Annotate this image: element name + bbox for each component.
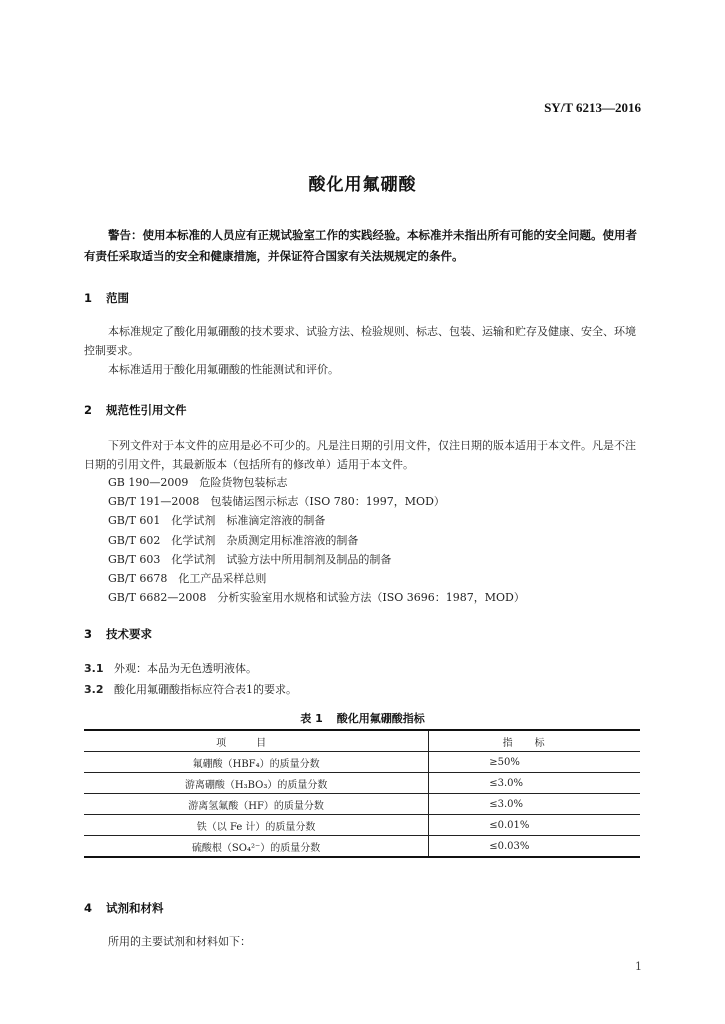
item-cell: 游离氢氟酸（HF）的质量分数 xyxy=(84,794,429,815)
section-4-heading xyxy=(84,900,164,916)
section-2-heading xyxy=(84,402,187,418)
table-title: 酸化用氟硼酸指标 xyxy=(336,712,425,725)
section-number: 3 xyxy=(84,627,93,641)
table-caption xyxy=(0,710,725,726)
section-1-heading xyxy=(84,290,129,306)
item-cell: 氟硼酸（HBF₄）的质量分数 xyxy=(84,752,429,773)
standard-code: SY/T 6213—2016 xyxy=(544,100,641,115)
spec-cell: ≤3.0% xyxy=(429,773,640,794)
clause-3-2 xyxy=(84,681,297,697)
specification-table xyxy=(84,729,640,858)
section-number: 1 xyxy=(84,291,93,305)
spec-cell: ≤0.03% xyxy=(429,836,640,858)
section-title: 试剂和材料 xyxy=(106,901,164,915)
header-item: 项目 xyxy=(84,730,429,752)
warning-paragraph: 警告：使用本标准的人员应有正规试验室工作的实践经验。本标准并未指出所有可能的安全问题。使用者有责任采取适当的安全和健康措施，并保证符合国家有关法规规定的条件。 xyxy=(84,228,637,263)
spec-cell: ≤0.01% xyxy=(429,815,640,836)
section-number: 2 xyxy=(84,403,93,417)
spec-cell: ≥50% xyxy=(429,752,640,773)
document-title: 酸化用氟硼酸 xyxy=(308,175,417,195)
table-row xyxy=(84,794,640,815)
clause-text: 酸化用氟硼酸指标应符合表1的要求。 xyxy=(114,683,297,696)
table-row xyxy=(84,773,640,794)
section-title: 技术要求 xyxy=(106,627,152,641)
materials-intro: 所用的主要试剂和材料如下： xyxy=(108,935,251,948)
item-cell: 铁（以 Fe 计）的质量分数 xyxy=(84,815,429,836)
section-title: 范围 xyxy=(106,291,129,305)
reference-item: GB/T 603 化学试剂 试验方法中所用制剂及制品的制备 xyxy=(108,552,392,566)
reference-item: GB/T 6682—2008 分析实验室用水规格和试验方法（ISO 3696：1987，MOD） xyxy=(108,591,525,605)
table-row xyxy=(84,752,640,773)
scope-paragraph-2: 本标准适用于酸化用氟硼酸的性能测试和评价。 xyxy=(108,363,339,376)
clause-number: 3.1 xyxy=(84,662,104,675)
section-number: 4 xyxy=(84,901,93,915)
table-number: 表 1 xyxy=(300,712,323,725)
reference-item: GB/T 6678 化工产品采样总则 xyxy=(108,572,267,586)
references-intro: 下列文件对于本文件的应用是必不可少的。凡是注日期的引用文件，仅注日期的版本适用于本文件。凡是不注日期的引用文件，其最新版本（包括所有的修改单）适用于本文件。 xyxy=(84,439,636,471)
table-row xyxy=(84,836,640,858)
clause-text: 外观：本品为无色透明液体。 xyxy=(114,662,257,675)
reference-item: GB/T 601 化学试剂 标准滴定溶液的制备 xyxy=(108,514,326,528)
reference-item: GB/T 191—2008 包装储运图示标志（ISO 780：1997，MOD） xyxy=(108,495,445,509)
section-3-heading xyxy=(84,626,152,642)
scope-paragraph-1: 本标准规定了酸化用氟硼酸的技术要求、试验方法、检验规则、标志、包装、运输和贮存及健康、安全、环境控制要求。 xyxy=(84,325,636,357)
item-cell: 游离硼酸（H₃BO₃）的质量分数 xyxy=(84,773,429,794)
reference-item: GB/T 602 化学试剂 杂质测定用标准溶液的制备 xyxy=(108,533,359,547)
table-header-row xyxy=(84,730,640,752)
table-row xyxy=(84,815,640,836)
item-cell: 硫酸根（SO₄²⁻）的质量分数 xyxy=(84,836,429,858)
clause-number: 3.2 xyxy=(84,683,104,696)
section-title: 规范性引用文件 xyxy=(106,403,187,417)
page-number: 1 xyxy=(635,960,642,973)
clause-3-1 xyxy=(84,660,257,676)
spec-cell: ≤3.0% xyxy=(429,794,640,815)
header-spec: 指标 xyxy=(429,730,640,752)
reference-item: GB 190—2009 危险货物包装标志 xyxy=(108,476,288,489)
reference-list xyxy=(108,473,525,607)
